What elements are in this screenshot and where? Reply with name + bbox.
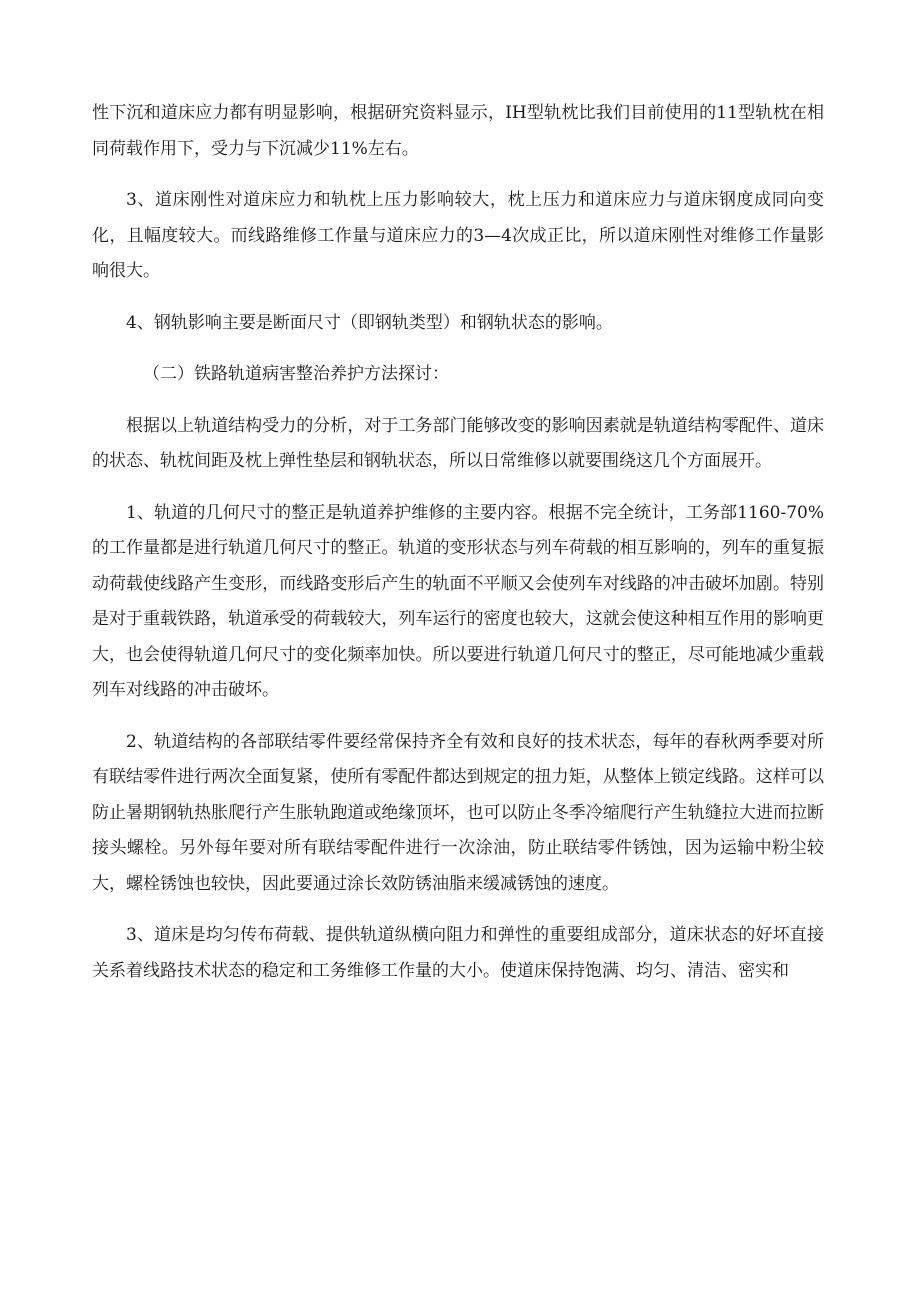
paragraph-analysis-summary: 根据以上轨道结构受力的分析，对于工务部门能够改变的影响因素就是轨道结构零配件、道床的状态、轨枕间距及枕上弹性垫层和钢轨状态，所以日常维修以就要围绕这几个方面展开。: [92, 415, 824, 471]
paragraph-continuation: 性下沉和道床应力都有明显影响，根据研究资料显示，IH型轨枕比我们目前使用的11型轨枕在相同荷载作用下，受力与下沉减少11%左右。: [92, 103, 824, 159]
paragraph-fastener-maintenance: 2、轨道结构的各部联结零件要经常保持齐全有效和良好的技术状态，每年的春秋两季要对所有联结零件进行两次全面复紧，使所有零配件都达到规定的扭力矩，从整体上锁定线路。这样可以防止暑期钢轨热胀爬行产生胀轨跑道或绝缘顶坏，也可以防止冬季冷缩爬行产生轨缝拉大进而拉断接头螺栓。另外每年要对所有联结零配件进行一次涂油，防止联结零件锈蚀，因为运输中粉尘较大，螺栓锈蚀也较快，因此要通过涂长效防锈油脂来缓减锈蚀的速度。: [92, 731, 824, 894]
paragraph-rail-influence: 4、钢轨影响主要是断面尺寸（即钢轨类型）和钢轨状态的影响。: [126, 312, 613, 333]
paragraph-ballast-condition: 3、道床是均匀传布荷载、提供轨道纵横向阻力和弹性的重要组成部分，道床状态的好坏直接关系着线路技术状态的稳定和工务维修工作量的大小。使道床保持饱满、均匀、清洁、密实和: [92, 925, 824, 981]
paragraph-ballast-rigidity: 3、道床刚性对道床应力和轨枕上压力影响较大，枕上压力和道床应力与道床钢度成同向变化，且幅度较大。而线路维修工作量与道床应力的3—4次成正比，所以道床刚性对维修工作量影响很大。: [92, 190, 824, 281]
section-heading: （二）铁路轨道病害整治养护方法探讨：: [143, 364, 449, 384]
document-page: [92, 96, 824, 1005]
paragraph-geometry-correction: 1、轨道的几何尺寸的整正是轨道养护维修的主要内容。根据不完全统计，工务部1160-70%的工作量都是进行轨道几何尺寸的整正。轨道的变形状态与列车荷载的相互影响的，列车的重复振动荷载使线路产生变形，而线路变形后产生的轨面不平顺又会使列车对线路的冲击破坏加剧。特别是对于重载铁路，轨道承受的荷载较大，列车运行的密度也较大，这就会使这种相互作用的影响更大，也会使得轨道几何尺寸的变化频率加快。所以要进行轨道几何尺寸的整正，尽可能地减少重载列车对线路的冲击破坏。: [92, 502, 824, 700]
